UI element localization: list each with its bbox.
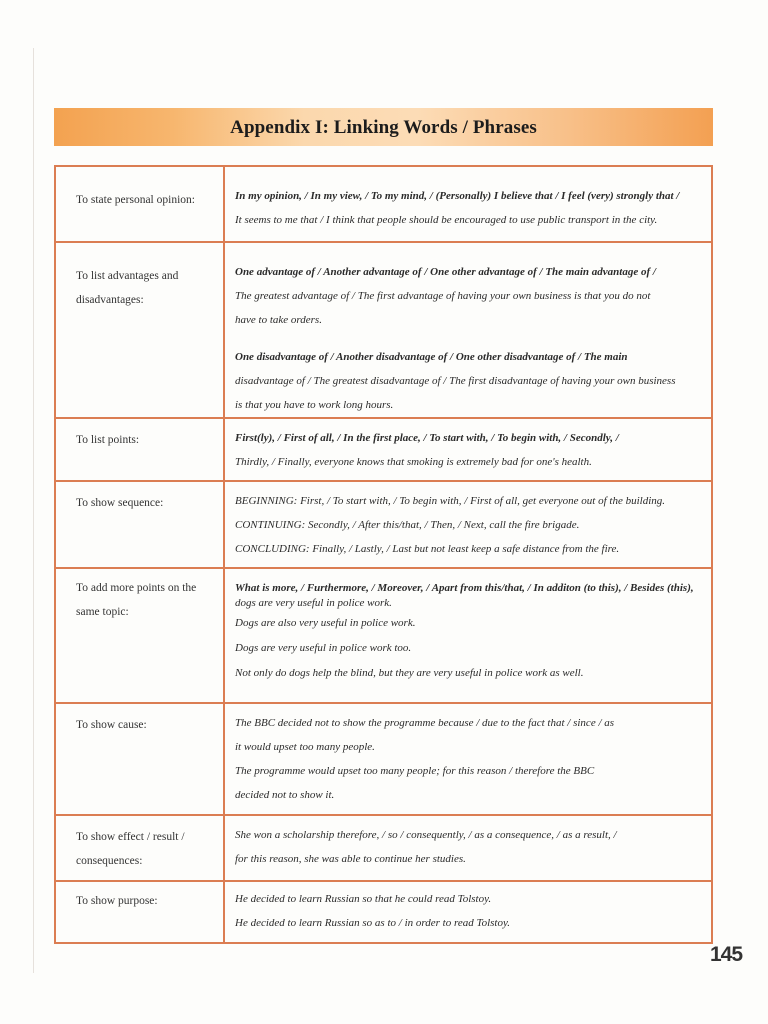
line: In my opinion, / In my view, / To my mind, / (Personally) I believe that / I feel (very) strongly that /	[235, 190, 680, 202]
table-row-sequence	[55, 481, 712, 568]
row-label-cause: To show cause:	[55, 703, 224, 815]
table-row-personal-opinion	[55, 166, 712, 242]
table-row-list-points	[55, 418, 712, 481]
page-edge-line	[33, 48, 34, 973]
page-title: Appendix I: Linking Words / Phrases	[230, 117, 537, 138]
row-content-cause	[224, 703, 712, 815]
line: What is more, / Furthermore, / Moreover, / Apart from this/that, / In additon (to this), / Besides (this),	[235, 582, 694, 594]
row-content-more-points	[224, 568, 712, 703]
line: The greatest advantage of / The first advantage of having your own business is that you do not	[235, 290, 651, 302]
line: It seems to me that / I think that people should be encouraged to use public transport in the city.	[235, 214, 658, 226]
line: One advantage of / Another advantage of / One other advantage of / The main advantage of /	[235, 266, 656, 278]
line: Not only do dogs help the blind, but they are very useful in police work as well.	[235, 667, 584, 679]
row-content-purpose	[224, 881, 712, 943]
row-label-list-points: To list points:	[55, 418, 224, 481]
row-label-effect: To show effect / result / consequences:	[55, 815, 224, 881]
line: it would upset too many people.	[235, 741, 375, 753]
row-label-sequence: To show sequence:	[55, 481, 224, 568]
line: First(ly), / First of all, / In the first place, / To start with, / To begin with, / Secondly, /	[235, 432, 619, 444]
line: disadvantage of / The greatest disadvantage of / The first disadvantage of having your own business	[235, 375, 676, 387]
line: dogs are very useful in police work.	[235, 597, 392, 609]
table-row-advantages	[55, 242, 712, 418]
line: She won a scholarship therefore, / so / consequently, / as a consequence, / as a result, /	[235, 829, 617, 841]
line: Dogs are also very useful in police work.	[235, 617, 416, 629]
line: One disadvantage of / Another disadvantage of / One other disadvantage of / The main	[235, 351, 628, 363]
spacer	[235, 332, 703, 345]
row-label-purpose: To show purpose:	[55, 881, 224, 943]
row-content-advantages	[224, 242, 712, 418]
line: is that you have to work long hours.	[235, 399, 394, 411]
table-row-purpose	[55, 881, 712, 943]
line: CONTINUING: Secondly, / After this/that, / Then, / Next, call the fire brigade.	[235, 519, 580, 531]
line: Thirdly, / Finally, everyone knows that smoking is extremely bad for one's health.	[235, 456, 592, 468]
title-banner	[54, 108, 713, 146]
line: CONCLUDING: Finally, / Lastly, / Last but not least keep a safe distance from the fire.	[235, 543, 620, 555]
row-content-list-points	[224, 418, 712, 481]
table-row-cause	[55, 703, 712, 815]
linking-words-table	[54, 165, 713, 944]
row-label-more-points: To add more points on the same topic:	[55, 568, 224, 703]
row-content-personal-opinion	[224, 166, 712, 242]
page-number: 145	[710, 943, 743, 966]
row-label-personal-opinion: To state personal opinion:	[55, 166, 224, 242]
line: BEGINNING: First, / To start with, / To begin with, / First of all, get everyone out of the building.	[235, 495, 666, 507]
row-label-advantages: To list advantages and disadvantages:	[55, 242, 224, 418]
table-row-effect	[55, 815, 712, 881]
line: He decided to learn Russian so that he could read Tolstoy.	[235, 893, 492, 905]
row-content-sequence	[224, 481, 712, 568]
line: have to take orders.	[235, 314, 322, 326]
line: for this reason, she was able to continue her studies.	[235, 853, 466, 865]
row-content-effect	[224, 815, 712, 881]
line: The programme would upset too many people; for this reason / therefore the BBC	[235, 765, 595, 777]
line: The BBC decided not to show the programme because / due to the fact that / since / as	[235, 717, 615, 729]
table-row-more-points	[55, 568, 712, 703]
line: He decided to learn Russian so as to / in order to read Tolstoy.	[235, 917, 510, 929]
line: decided not to show it.	[235, 789, 335, 801]
line: Dogs are very useful in police work too.	[235, 642, 412, 654]
